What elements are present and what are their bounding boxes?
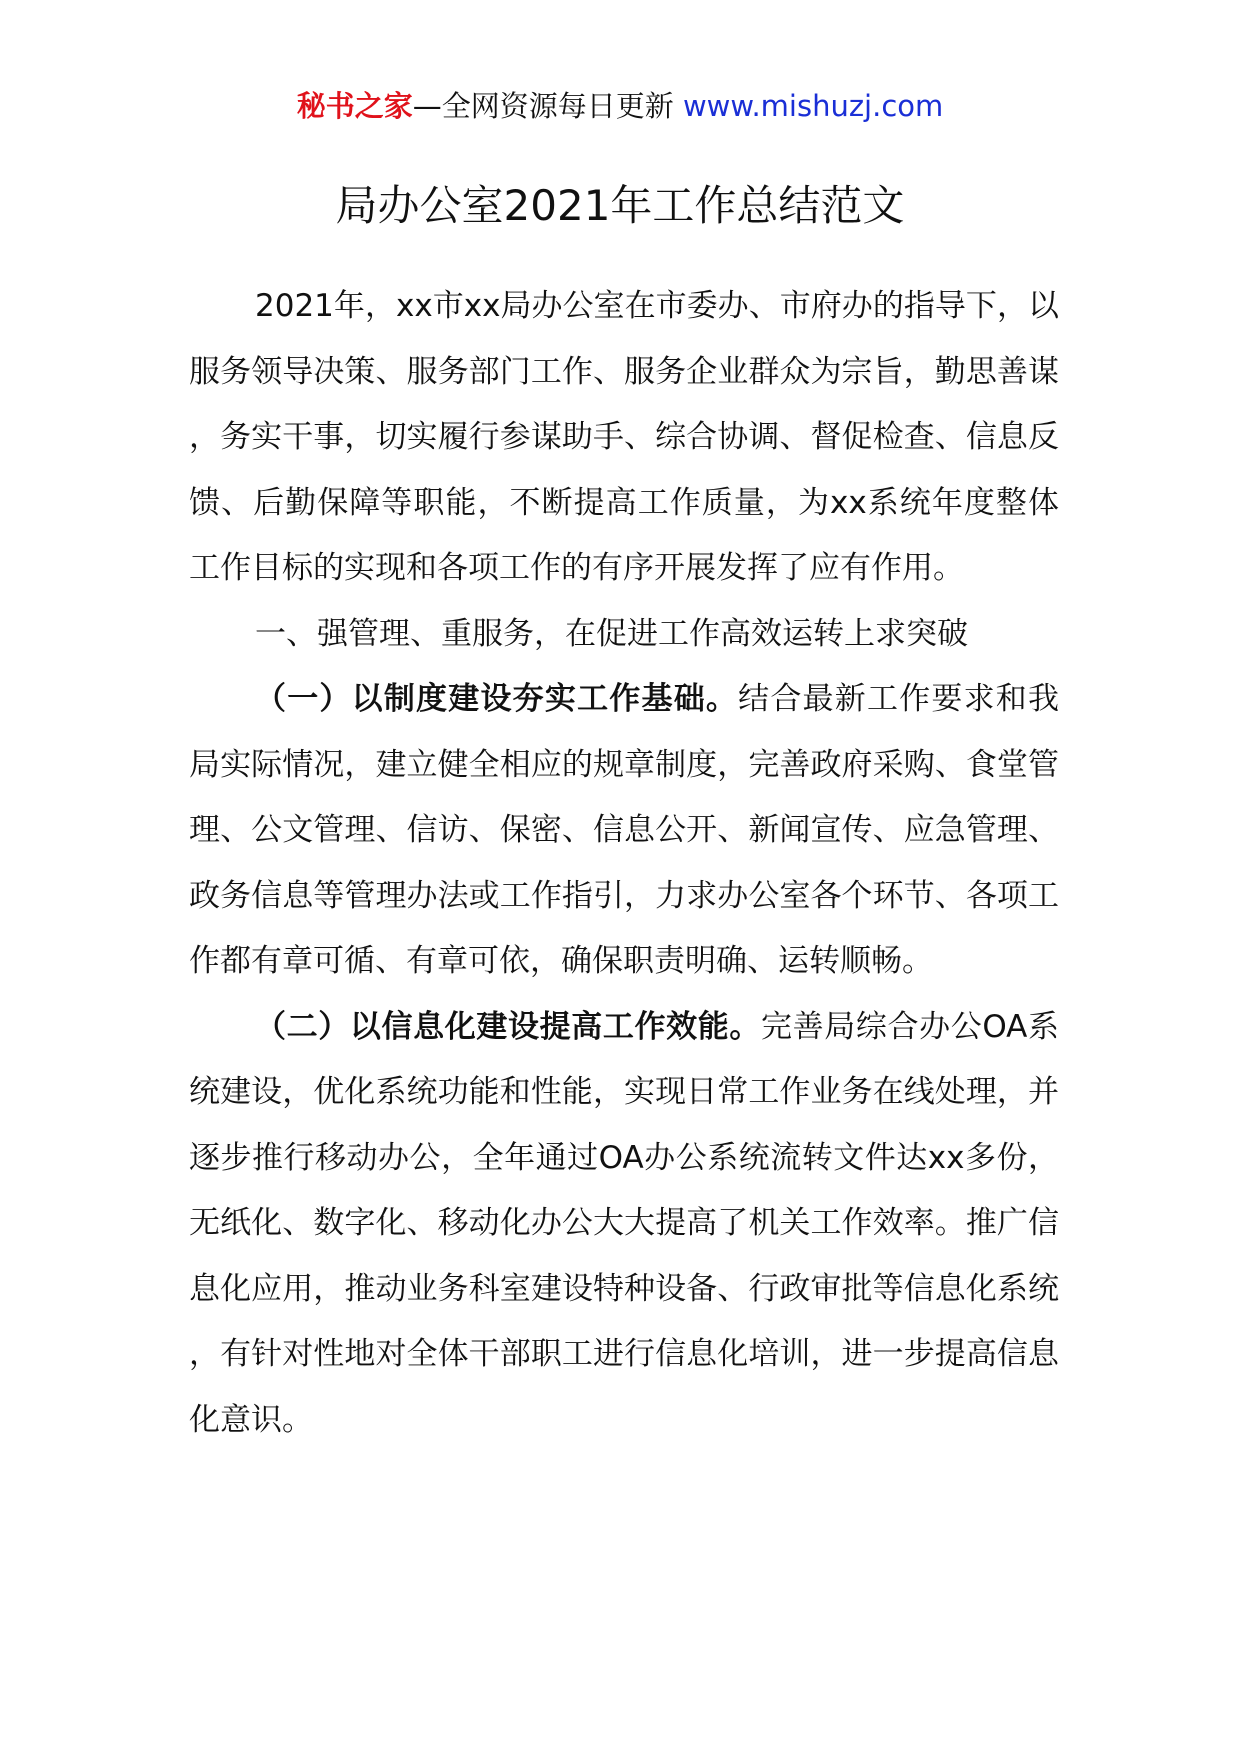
site-url-link[interactable]: www.mishuzj.com [682, 89, 944, 123]
site-brand: 秘书之家 [296, 89, 413, 123]
paragraph-intro [189, 274, 1059, 602]
document-body [189, 274, 1059, 1453]
paragraph-lead: （二）以信息化建设提高工作效能。 [255, 1008, 761, 1045]
site-tagline: —全网资源每日更新 [412, 89, 683, 123]
paragraph-text: 结合最新工作要求和我局实际情况，建立健全相应的规章制度，完善政府采购、食堂管理、公文管理、信访、保密、信息公开、新闻宣传、应急管理、政务信息等管理办法或工作指引，力求办公室各个环节、各项工作都有章可循、有章可依，确保职责明确、运转顺畅。 [189, 681, 1059, 979]
document-title: 局办公室2021年工作总结范文 [335, 181, 905, 230]
paragraph-text: 2021年，xx市xx局办公室在市委办、市府办的指导下，以服务领导决策、服务部门工作、服务企业群众为宗旨，勤思善谋，务实干事，切实履行参谋助手、综合协调、督促检查、信息反馈、后勤保障等职能，不断提高工作质量，为xx系统年度整体工作目标的实现和各项工作的有序开展发挥了应有作用。 [189, 288, 1059, 586]
paragraph-text: 一、强管理、重服务，在促进工作高效运转上求突破 [255, 615, 968, 652]
paragraph-text: 完善局综合办公OA系统建设，优化系统功能和性能，实现日常工作业务在线处理，并逐步推行移动办公，全年通过OA办公系统流转文件达xx多份，无纸化、数字化、移动化办公大大提高了机关工作效率。推广信息化应用，推动业务科室建设特种设备、行政审批等信息化系统，有针对性地对全体干部职工进行信息化培训，进一步提高信息化意识。 [189, 1008, 1060, 1438]
paragraph-lead: （一）以制度建设夯实工作基础。 [255, 681, 739, 717]
site-header [0, 86, 1240, 126]
section-heading-1 [189, 602, 1059, 668]
paragraph-subsection-1 [189, 667, 1059, 995]
paragraph-subsection-2 [189, 995, 1059, 1454]
